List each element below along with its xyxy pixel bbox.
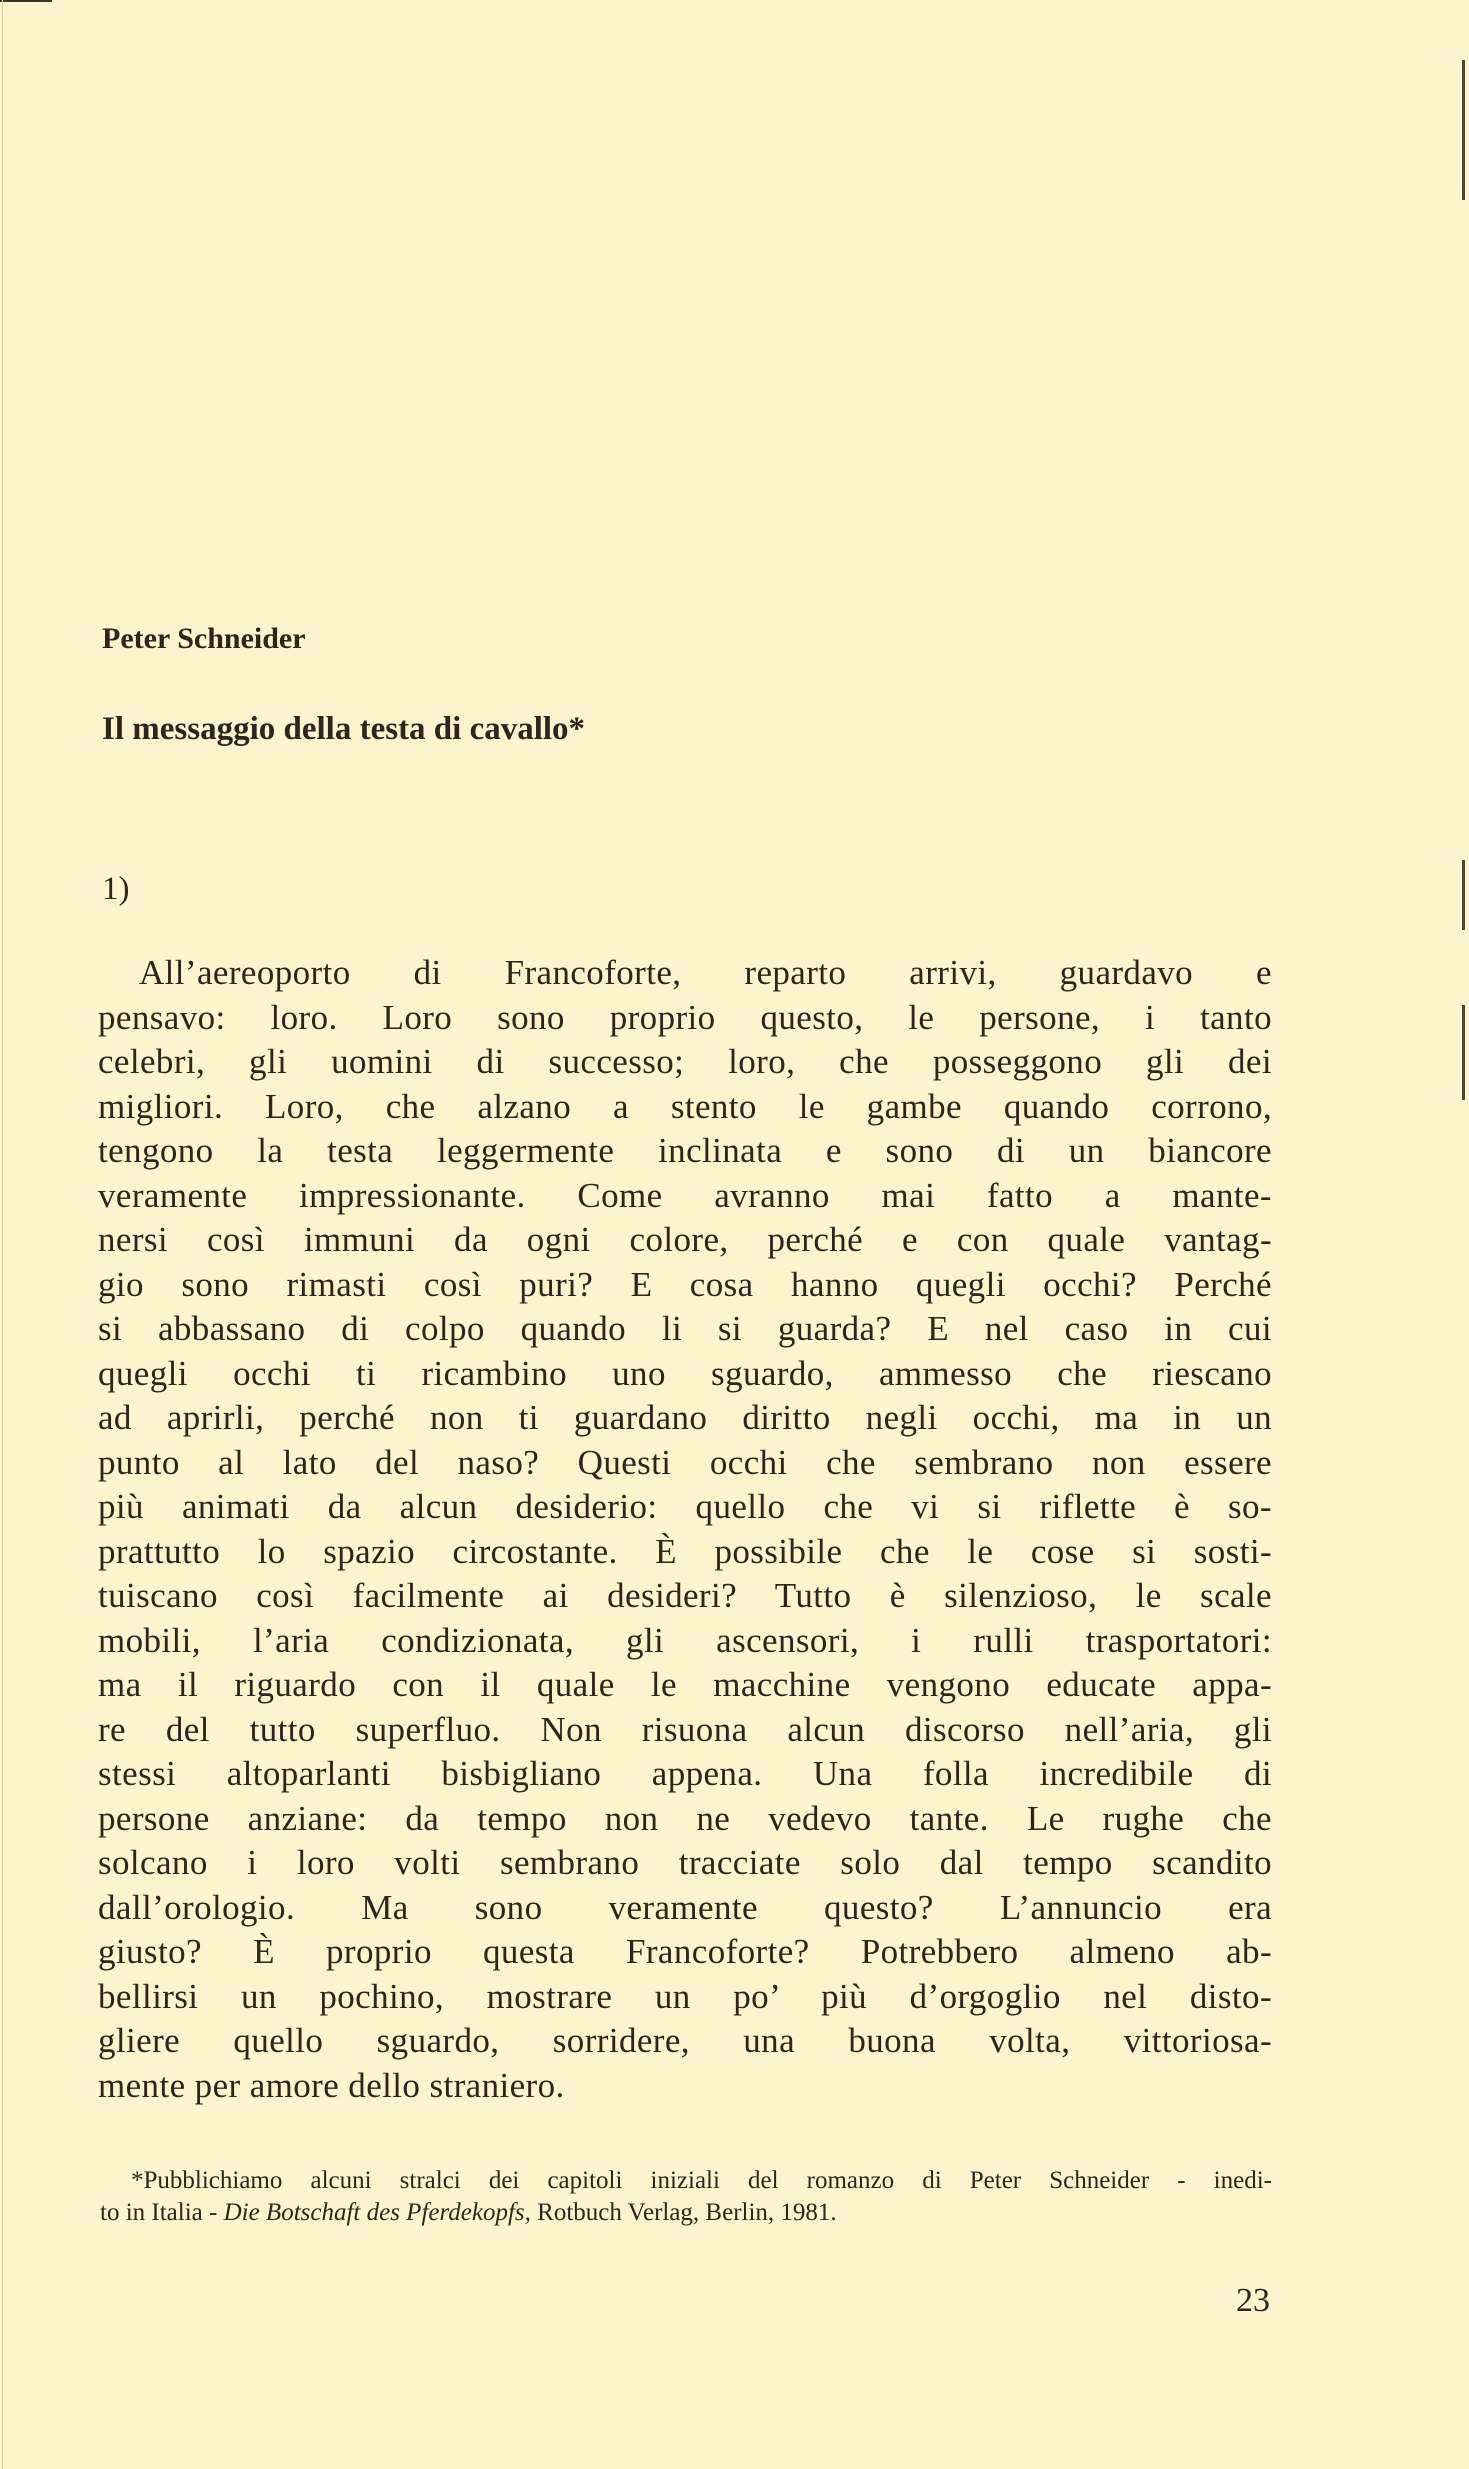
- text-line: gio sono rimasti così puri? E cosa hanno quegli occhi? Perché: [98, 1264, 1272, 1304]
- text-line: dall’orologio. Ma sono veramente questo? L’annuncio era: [98, 1887, 1272, 1927]
- scan-right-edge-lower: [1462, 1005, 1465, 1100]
- author-name: Peter Schneider: [102, 622, 306, 655]
- text-line: giusto? È proprio questa Francoforte? Potrebbero almeno ab-: [98, 1932, 1272, 1971]
- text-line: più animati da alcun desiderio: quello che vi si riflette è so-: [98, 1487, 1272, 1526]
- footnote-line: *Pubblichiamo alcuni stralci dei capitoli iniziali del romanzo di Peter Schneider - inedi-: [131, 2167, 1272, 2194]
- text-line: bellirsi un pochino, mostrare un po’ più d’orgoglio nel disto-: [98, 1976, 1272, 2016]
- text-line: tengono la testa leggermente inclinata e sono di un biancore: [98, 1131, 1272, 1170]
- text-line: ad aprirli, perché non ti guardano diritto negli occhi, ma in un: [98, 1398, 1272, 1437]
- scan-edge-mark: [0, 0, 52, 2]
- text-line: celebri, gli uomini di successo; loro, che posseggono gli dei: [98, 1042, 1272, 1081]
- text-line: quegli occhi ti ricambino uno sguardo, ammesso che riescano: [98, 1353, 1272, 1393]
- text-line: All’aereoporto di Francoforte, reparto arrivi, guardavo e: [139, 953, 1272, 992]
- book-title: Die Botschaft des Pferdekopfs,: [223, 2199, 531, 2226]
- body-paragraph: [98, 951, 1272, 2108]
- text-line: gliere quello sguardo, sorridere, una buona volta, vittoriosa-: [98, 2021, 1272, 2060]
- page-number: 23: [1236, 2282, 1270, 2319]
- footnote-text: Rotbuch Verlag, Berlin, 1981.: [530, 2199, 837, 2226]
- text-line: veramente impressionante. Come avranno mai fatto a mante-: [98, 1175, 1272, 1215]
- text-line: nersi così immuni da ogni colore, perché e con quale vantag-: [98, 1220, 1272, 1259]
- text-line: pensavo: loro. Loro sono proprio questo, le persone, i tanto: [98, 997, 1272, 1037]
- text-line: prattutto lo spazio circostante. È possibile che le cose si sosti-: [98, 1531, 1272, 1571]
- text-line: si abbassano di colpo quando li si guarda? E nel caso in cui: [98, 1309, 1272, 1348]
- text-line: punto al lato del naso? Questi occhi che sembrano non essere: [98, 1442, 1272, 1482]
- text-line: mobili, l’aria condizionata, gli ascensori, i rulli trasportatori:: [98, 1620, 1272, 1660]
- footnote-text: to in Italia -: [100, 2199, 224, 2226]
- text-line: tuiscano così facilmente ai desideri? Tutto è silenzioso, le scale: [98, 1576, 1272, 1615]
- text-line: ma il riguardo con il quale le macchine vengono educate appa-: [98, 1665, 1272, 1704]
- footnote-line: [100, 2197, 1272, 2229]
- scan-left-edge: [2, 0, 3, 2469]
- text-line: mente per amore dello straniero.: [98, 2065, 565, 2105]
- footnote: [100, 2165, 1272, 2229]
- section-number: 1): [102, 871, 130, 907]
- scan-right-edge-top: [1462, 60, 1465, 200]
- text-line: solcano i loro volti sembrano tracciate solo dal tempo scandito: [98, 1843, 1272, 1882]
- scan-right-edge-mid: [1462, 860, 1465, 930]
- text-line: persone anziane: da tempo non ne vedevo tante. Le rughe che: [98, 1798, 1272, 1838]
- article-title: Il messaggio della testa di cavallo*: [102, 711, 586, 747]
- text-line: migliori. Loro, che alzano a stento le gambe quando corrono,: [98, 1086, 1272, 1126]
- text-line: re del tutto superfluo. Non risuona alcun discorso nell’aria, gli: [98, 1709, 1272, 1749]
- text-line: stessi altoparlanti bisbigliano appena. Una folla incredibile di: [98, 1754, 1272, 1793]
